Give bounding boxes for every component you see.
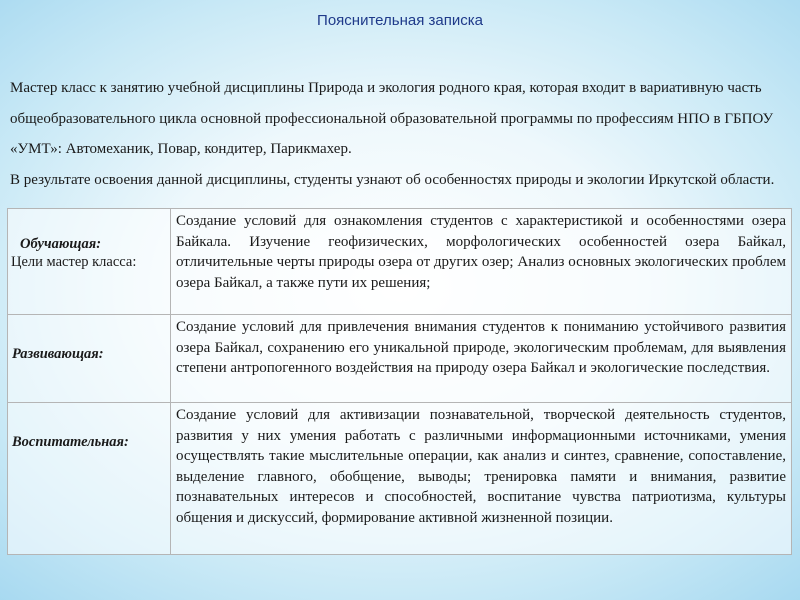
row-label-cell [8, 209, 171, 314]
row-text-developing: Создание условий для привлечения внимания студентов к пониманию устойчивого развития озера Байкал, сохранению его уникальной природе, экологическим проблемам, для выявления степени антропогенного воздействия на природу озера Байкал и экологические последствия. [176, 319, 786, 376]
table-row [8, 209, 791, 314]
row-text-upbringing: Создание условий для активизации познавательной, творческой деятельность студентов, развития у них умения работать с различными информационными источниками, умения осуществлять такие мыслительные операции, как анализ и синтез, сравнение, сопоставление, выделение главного, обобщение, выводы; тренировка памяти и внимания, развитие познавательных интересов и способностей, воспитание чувства патриотизма, культуры общения и дискуссий, формирование активной жизненной позиции. [176, 407, 786, 526]
goals-table [7, 208, 792, 555]
goals-label: Цели мастер класса: [11, 254, 137, 270]
table-row [8, 314, 791, 402]
row-label-educational: Обучающая: [20, 236, 102, 252]
row-label-cell [8, 403, 171, 554]
table-row [8, 402, 791, 554]
row-label-upbringing: Воспитательная: [12, 434, 129, 450]
intro-paragraph-1: Мастер класс к занятию учебной дисциплины Природа и экология родного края, которая входит в вариативную часть общеобразовательного цикла основной профессиональной образовательной программы по профессиям НПО в ГБПОУ «УМТ»: Автомеханик, Повар, кондитер, Парикмахер. [10, 80, 774, 157]
page-title: Пояснительная записка [317, 12, 483, 29]
intro-paragraph-2: В результате освоения данной дисциплины, студенты узнают об особенностях природы и экологии Иркутской области. [10, 171, 775, 188]
intro-text [10, 73, 780, 195]
row-text-educational: Создание условий для ознакомления студентов с характеристикой и особенностями озера Байкала. Изучение геофизических, морфологических особенностей озера Байкал, отличительные черты природы озера от других озер; Анализ основных экологических проблем озера Байкал, а также пути их решения; [176, 213, 786, 291]
row-label-developing: Развивающая: [12, 346, 104, 362]
row-label-cell [8, 315, 171, 402]
